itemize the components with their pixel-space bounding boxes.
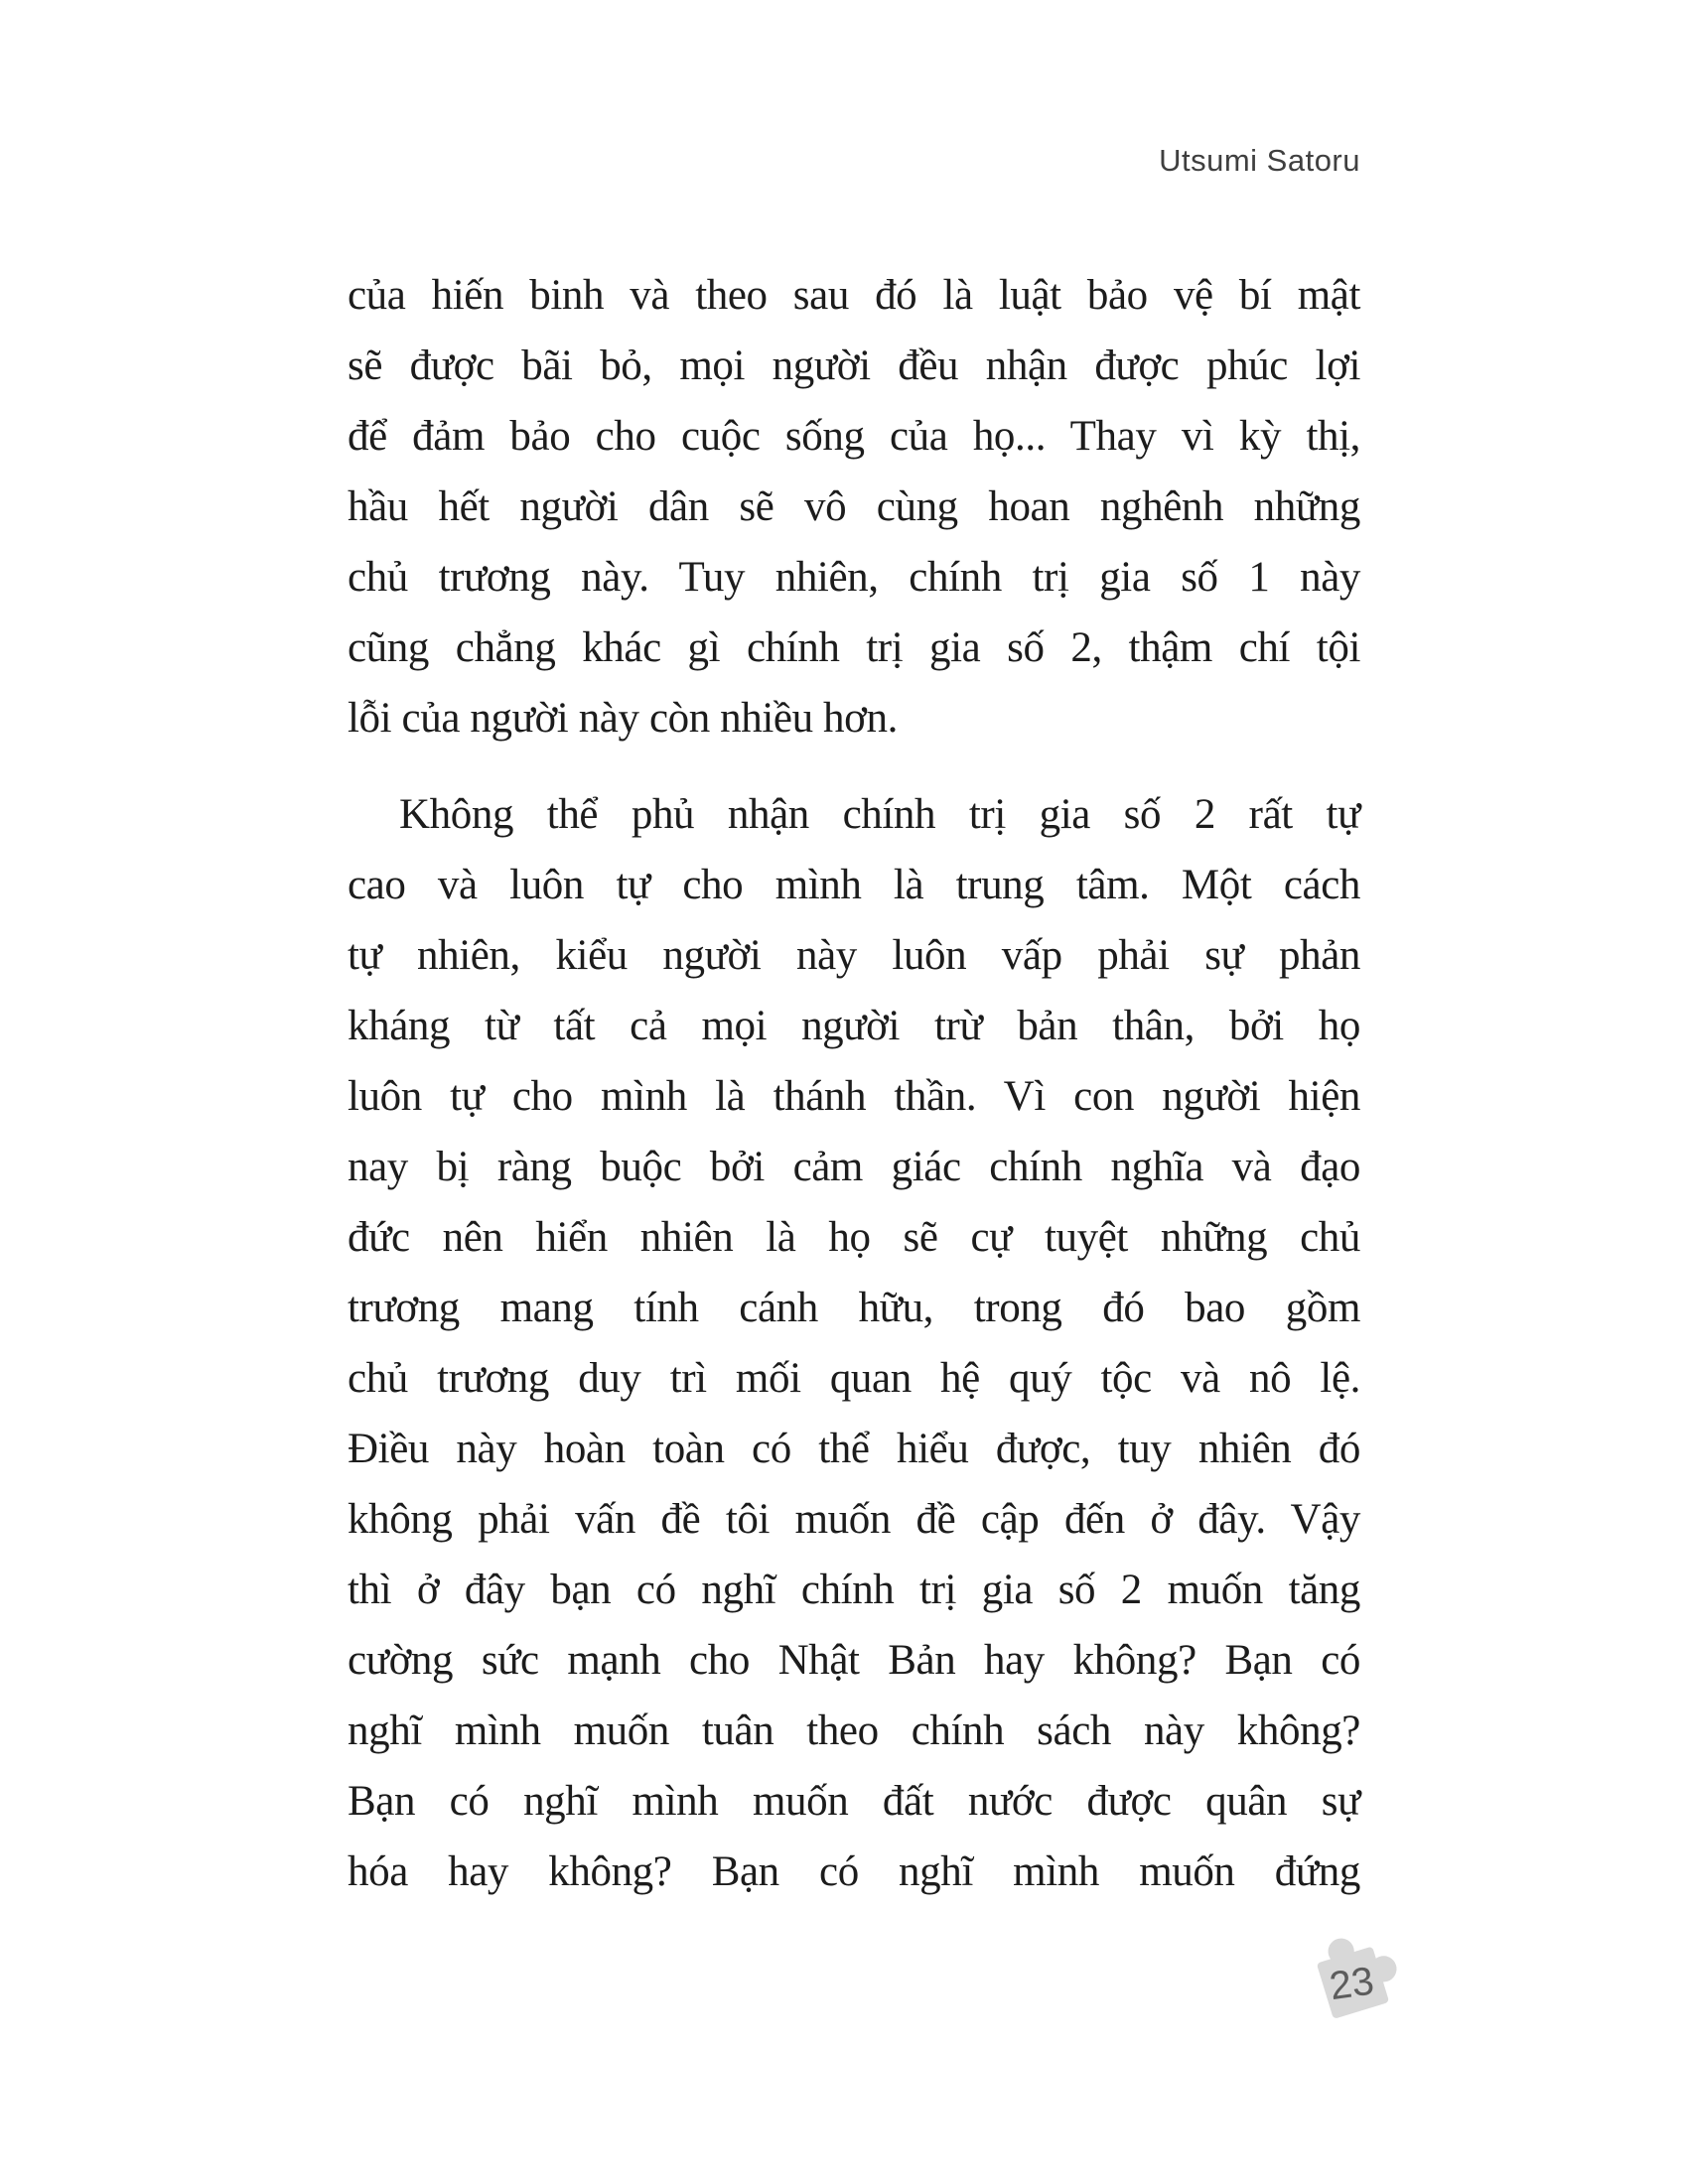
text-line: Điều này hoàn toàn có thể hiểu được, tuy nhiên đó — [348, 1426, 1360, 1472]
text-line: thì ở đây bạn có nghĩ chính trị gia số 2 muốn tăng — [348, 1567, 1360, 1613]
text-line: trương mang tính cánh hữu, trong đó bao gồm — [348, 1285, 1360, 1331]
text-line: để đảm bảo cho cuộc sống của họ... Thay vì kỳ thị, — [348, 413, 1360, 460]
page-number-puzzle — [1303, 1928, 1407, 2032]
text-line: nay bị ràng buộc bởi cảm giác chính nghĩa và đạo — [348, 1144, 1360, 1190]
page-number: 23 — [1327, 1959, 1377, 2009]
paragraph — [348, 260, 1360, 753]
text-line: cường sức mạnh cho Nhật Bản hay không? Bạn có — [348, 1637, 1360, 1684]
paragraph — [348, 779, 1360, 1907]
puzzle-piece-icon — [1303, 1928, 1407, 2032]
text-line: không phải vấn đề tôi muốn đề cập đến ở đây. Vậy — [348, 1496, 1360, 1543]
text-line: Bạn có nghĩ mình muốn đất nước được quân sự — [348, 1778, 1360, 1825]
body-text — [348, 260, 1360, 1907]
text-line: lỗi của người này còn nhiều hơn. — [348, 695, 898, 742]
text-line: tự nhiên, kiểu người này luôn vấp phải sự phản — [348, 932, 1360, 979]
text-line: cao và luôn tự cho mình là trung tâm. Một cách — [348, 862, 1360, 908]
text-line: đức nên hiển nhiên là họ sẽ cự tuyệt những chủ — [348, 1214, 1360, 1261]
text-line: nghĩ mình muốn tuân theo chính sách này không? — [348, 1707, 1360, 1754]
text-line: luôn tự cho mình là thánh thần. Vì con người hiện — [348, 1073, 1360, 1120]
text-line: hóa hay không? Bạn có nghĩ mình muốn đứng — [348, 1848, 1360, 1895]
text-line: của hiến binh và theo sau đó là luật bảo vệ bí mật — [348, 272, 1360, 319]
text-line: kháng từ tất cả mọi người trừ bản thân, bởi họ — [348, 1003, 1360, 1049]
text-line: sẽ được bãi bỏ, mọi người đều nhận được phúc lợi — [348, 342, 1360, 389]
text-line: cũng chẳng khác gì chính trị gia số 2, thậm chí tội — [348, 624, 1360, 671]
page-header-author: Utsumi Satoru — [1159, 143, 1360, 178]
text-line: chủ trương này. Tuy nhiên, chính trị gia số 1 này — [348, 554, 1360, 601]
text-line: chủ trương duy trì mối quan hệ quý tộc và nô lệ. — [348, 1355, 1360, 1402]
text-line: Không thể phủ nhận chính trị gia số 2 rất tự — [399, 791, 1360, 838]
text-line: hầu hết người dân sẽ vô cùng hoan nghênh những — [348, 483, 1360, 530]
